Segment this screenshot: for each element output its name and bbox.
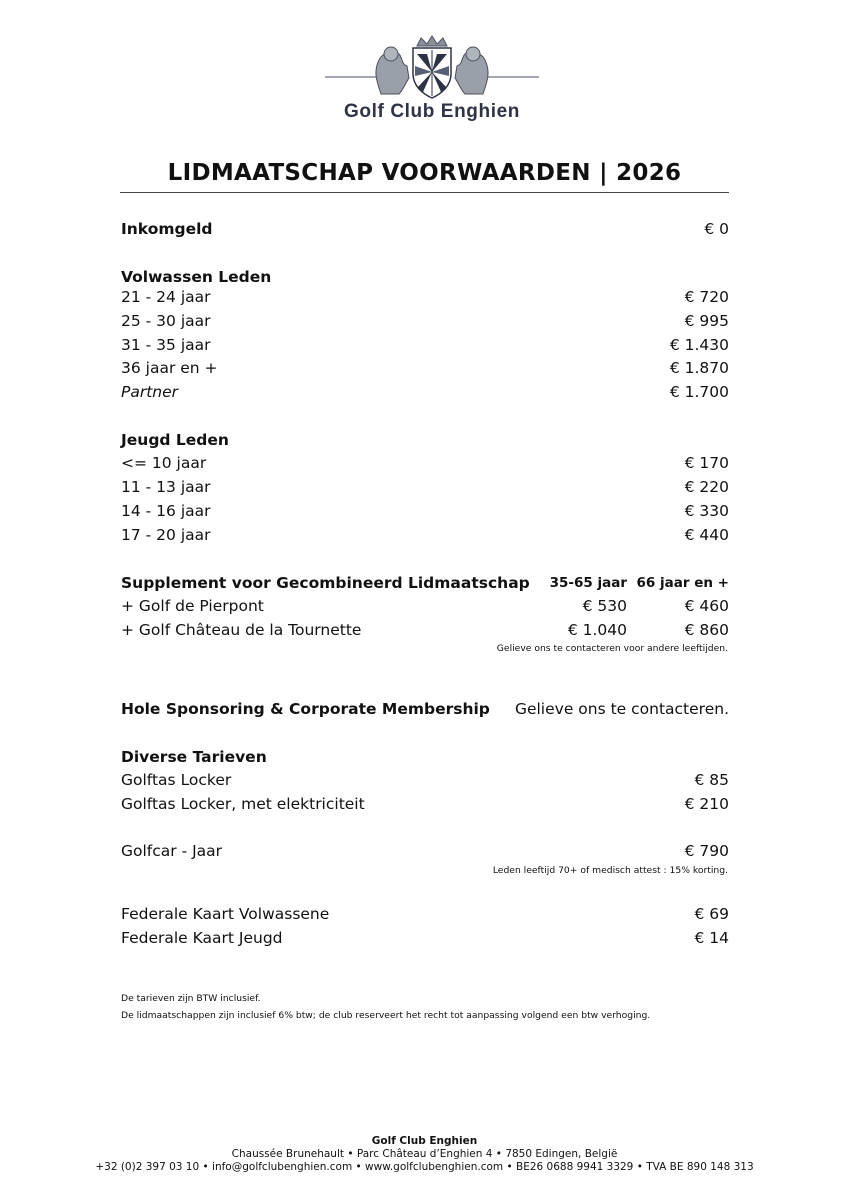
diverse-row-label: Golftas Locker: [121, 771, 232, 789]
sponsoring-label: Hole Sponsoring & Corporate Membership: [121, 700, 490, 718]
jeugd-row-label: 17 - 20 jaar: [121, 526, 211, 544]
jeugd-heading-row: [121, 429, 729, 451]
volwassen-row-label: Partner: [121, 383, 179, 401]
supplement-note: Gelieve ons te contacteren voor andere leeftijden.: [496, 643, 728, 654]
jeugd-row-label: <= 10 jaar: [121, 454, 207, 472]
diverse-heading: Diverse Tarieven: [121, 748, 267, 766]
volwassen-row: [121, 357, 729, 379]
sponsoring-value: Gelieve ons te contacteren.: [514, 700, 729, 718]
golfcar-note: Leden leeftijd 70+ of medisch attest : 15% korting.: [492, 865, 728, 876]
supplement-row-value-1: € 530: [582, 597, 627, 615]
supplement-row: [121, 595, 729, 617]
diverse-row-amount: € 85: [694, 771, 729, 789]
volwassen-row: [121, 286, 729, 308]
federale-row-label: Federale Kaart Jeugd: [121, 929, 283, 947]
jeugd-row: [121, 476, 729, 498]
jeugd-row-amount: € 220: [684, 478, 729, 496]
supplement-col1-header: 35-65 jaar: [549, 575, 627, 591]
volwassen-row-label: 31 - 35 jaar: [121, 336, 211, 354]
btw-note: De tarieven zijn BTW inclusief.: [121, 993, 261, 1004]
page-title: LIDMAATSCHAP VOORWAARDEN | 2026: [167, 160, 682, 186]
inkomgeld-label: Inkomgeld: [121, 220, 213, 238]
jeugd-heading: Jeugd Leden: [121, 431, 229, 449]
volwassen-row: [121, 310, 729, 332]
supplement-heading: Supplement voor Gecombineerd Lidmaatschap: [121, 574, 530, 592]
volwassen-heading: Volwassen Leden: [121, 268, 272, 286]
diverse-heading-row: [121, 746, 729, 768]
volwassen-row-amount: € 720: [684, 288, 729, 306]
golfcar-label: Golfcar - Jaar: [121, 842, 223, 860]
golfcar-row: [121, 840, 729, 862]
supplement-row: [121, 619, 729, 641]
jeugd-row-amount: € 170: [684, 454, 729, 472]
diverse-row-amount: € 210: [684, 795, 729, 813]
federale-row: [121, 903, 729, 925]
jeugd-row: [121, 500, 729, 522]
volwassen-row-label: 21 - 24 jaar: [121, 288, 211, 306]
diverse-row-label: Golftas Locker, met elektriciteit: [121, 795, 365, 813]
jeugd-row-amount: € 330: [684, 502, 729, 520]
inkomgeld-row: [121, 218, 729, 240]
footer-address: Chaussée Brunehault • Parc Château d’Enghien 4 • 7850 Edingen, België: [231, 1148, 618, 1160]
footer-club-name: Golf Club Enghien: [371, 1135, 478, 1147]
federale-row-amount: € 14: [694, 929, 729, 947]
sponsoring-row: [121, 698, 729, 720]
federale-row-amount: € 69: [694, 905, 729, 923]
jeugd-row-label: 11 - 13 jaar: [121, 478, 211, 496]
supplement-col2-header: 66 jaar en +: [636, 575, 729, 591]
footer-contact: +32 (0)2 397 03 10 • info@golfclubenghien.com • www.golfclubenghien.com • BE26 0688 9941 3329 • TVA BE 890 148 313: [95, 1161, 754, 1173]
volwassen-row-label: 25 - 30 jaar: [121, 312, 211, 330]
title-divider: [120, 192, 729, 193]
jeugd-row-label: 14 - 16 jaar: [121, 502, 211, 520]
btw-note: De lidmaatschappen zijn inclusief 6% btw; de club reserveert het recht tot aanpassing volgend een btw verhoging.: [121, 1010, 651, 1021]
inkomgeld-amount: € 0: [704, 220, 729, 238]
volwassen-row: [121, 381, 729, 403]
crest-icon: [303, 32, 561, 102]
supplement-row-label: + Golf de Pierpont: [121, 597, 264, 615]
volwassen-heading-row: [121, 266, 729, 288]
diverse-row: [121, 769, 729, 791]
jeugd-row: [121, 452, 729, 474]
volwassen-row-amount: € 1.430: [669, 336, 729, 354]
club-logo: [303, 32, 561, 134]
federale-row: [121, 927, 729, 949]
supplement-heading-row: [121, 572, 729, 594]
volwassen-row: [121, 334, 729, 356]
supplement-row-value-2: € 860: [684, 621, 729, 639]
federale-row-label: Federale Kaart Volwassene: [121, 905, 330, 923]
golfcar-amount: € 790: [684, 842, 729, 860]
jeugd-row: [121, 524, 729, 546]
volwassen-row-amount: € 995: [684, 312, 729, 330]
volwassen-row-label: 36 jaar en +: [121, 359, 218, 377]
club-name-logo-text: Golf Club Enghien: [344, 101, 520, 122]
volwassen-row-amount: € 1.700: [669, 383, 729, 401]
supplement-row-value-2: € 460: [684, 597, 729, 615]
volwassen-row-amount: € 1.870: [669, 359, 729, 377]
supplement-row-value-1: € 1.040: [567, 621, 627, 639]
jeugd-row-amount: € 440: [684, 526, 729, 544]
diverse-row: [121, 793, 729, 815]
supplement-row-label: + Golf Château de la Tournette: [121, 621, 362, 639]
